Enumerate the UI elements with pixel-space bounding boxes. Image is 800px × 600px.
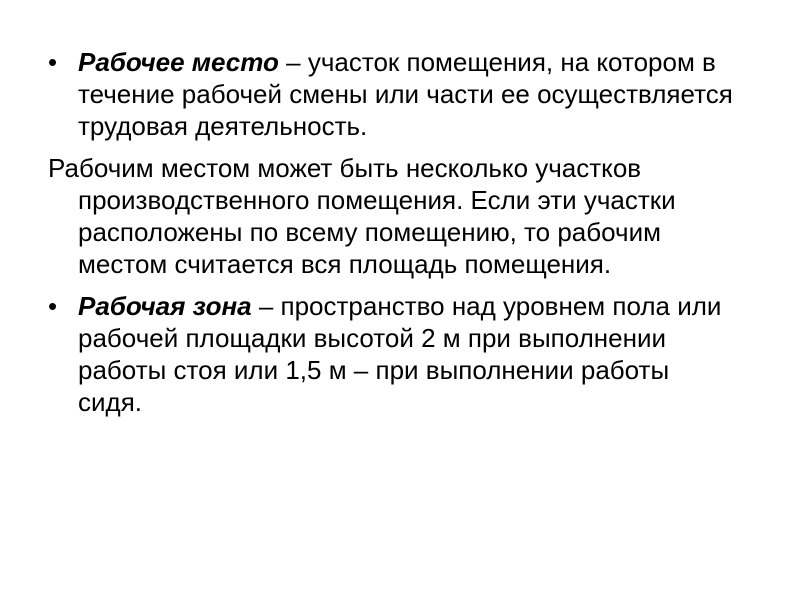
workplace-note-text: Рабочим местом может быть несколько участков производственного помещения. Если эти участки расположены по всему помещению, то рабочим местом считается вся площадь помещения.	[48, 153, 676, 279]
bullet-icon: •	[48, 47, 58, 77]
term-work-zone: Рабочая зона	[78, 291, 252, 321]
term-workplace: Рабочее место	[78, 47, 279, 77]
definition-work-zone: – пространство над уровнем пола или рабочей площадки высотой 2 м при выполнении работы стоя или 1,5 м – при выполнении работы сидя.	[78, 291, 722, 417]
bullet-item-workplace	[48, 46, 738, 142]
paragraph-workplace-note	[48, 152, 738, 280]
definition-workplace: – участок помещения, на котором в течение рабочей смены или части ее осуществляется трудовая деятельность.	[78, 47, 733, 141]
slide-content	[48, 46, 738, 428]
bullet-icon: •	[48, 291, 58, 321]
bullet-item-work-zone	[48, 290, 738, 418]
